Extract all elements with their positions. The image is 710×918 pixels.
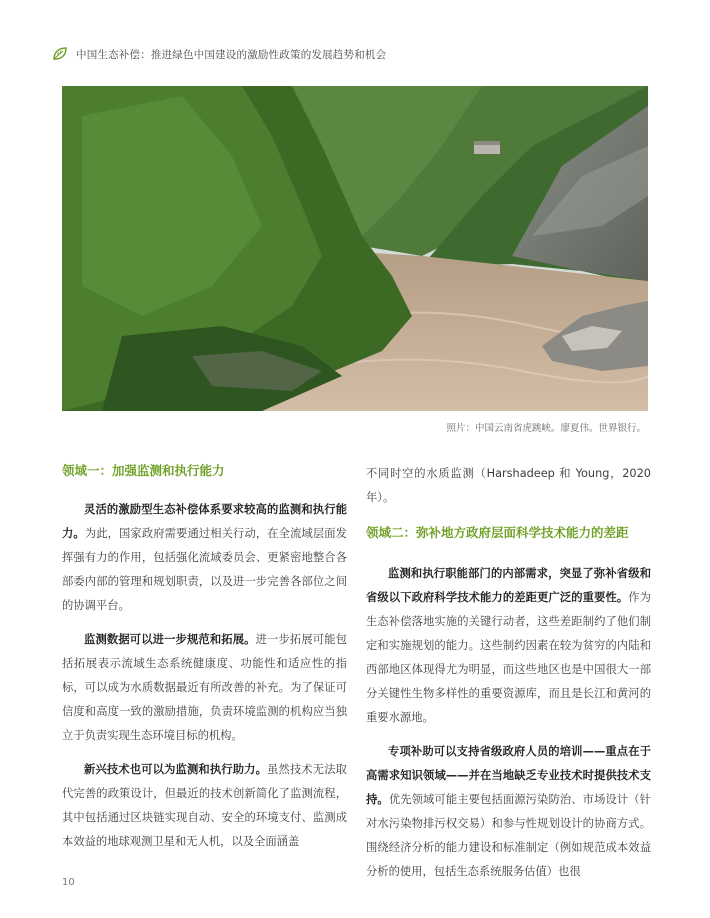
header-title: 中国生态补偿：推进绿色中国建设的激励性政策的发展趋势和机会	[76, 48, 387, 61]
leaf-icon	[52, 47, 68, 61]
paragraph	[366, 562, 651, 730]
section-heading-two: 领域二：弥补地方政府层面科学技术能力的差距	[366, 525, 629, 540]
paragraph	[62, 628, 347, 748]
running-header	[52, 44, 386, 64]
paragraph-continued: 不同时空的水质监测（Harshadeep 和 Young，2020 年）。	[366, 467, 651, 504]
gorge-photo	[62, 86, 648, 411]
paragraph-text: 进一步拓展可能包括拓展表示流域生态系统健康度、功能性和适应性的指标，可以成为水质数据最近有所改善的补充。为了保证可信度和高度一致的激励措施，负责环境监测的机构应当独立于负责实现生态环境目标的机构。	[62, 633, 347, 742]
paragraph-lead: 专项补助可以支持省级政府人员的培训——重点在于高需求知识领域——并在当地缺乏专业技术时提供技术支持。	[366, 745, 651, 806]
paragraph	[366, 740, 651, 884]
paragraph-text: 作为生态补偿落地实施的关键行动者，这些差距制约了他们制定和实施规划的能力。这些制约因素在较为贫穷的内陆和西部地区体现得尤为明显，而这些地区也是中国很大一部分关键性生物多样性的重要资源库，而且是长江和黄河的重要水源地。	[366, 591, 651, 724]
paragraph-text: 优先领域可能主要包括面源污染防治、市场设计（针对水污染物排污权交易）和参与性规划设计的协商方式。围绕经济分析的能力建设和标准制定（例如规范成本效益分析的使用，包括生态系统服务估值）也很	[366, 793, 651, 878]
paragraph-lead: 监测数据可以进一步规范和拓展。	[84, 633, 256, 646]
paragraph	[62, 758, 347, 854]
section-heading-one: 领域一：加强监测和执行能力	[62, 463, 225, 478]
paragraph-text: 为此，国家政府需要通过相关行动，在全流域层面发挥强有力的作用，包括强化流域委员会、更紧密地整合各部委内部的管理和规划职责，以及进一步完善各部位之间的协调平台。	[62, 527, 347, 612]
paragraph-text: 虽然技术无法取代完善的政策设计，但最近的技术创新简化了监测流程，其中包括通过区块链实现自动、安全的环境支付、监测成本效益的地球观测卫星和无人机，以及全面涵盖	[62, 763, 347, 848]
paragraph-lead: 新兴技术也可以为监测和执行助力。	[84, 763, 268, 776]
photo-caption: 照片：中国云南省虎跳峡。廖夏伟。世界银行。	[446, 423, 646, 434]
paragraph	[62, 498, 347, 618]
left-column	[62, 462, 347, 854]
page-number: 10	[62, 877, 75, 888]
paragraph-lead: 灵活的激励型生态补偿体系要求较高的监测和执行能力。	[62, 503, 347, 540]
paragraph-lead: 监测和执行职能部门的内部需求，突显了弥补省级和省级以下政府科学技术能力的差距更广泛的重要性。	[366, 567, 651, 604]
right-column	[366, 462, 651, 884]
